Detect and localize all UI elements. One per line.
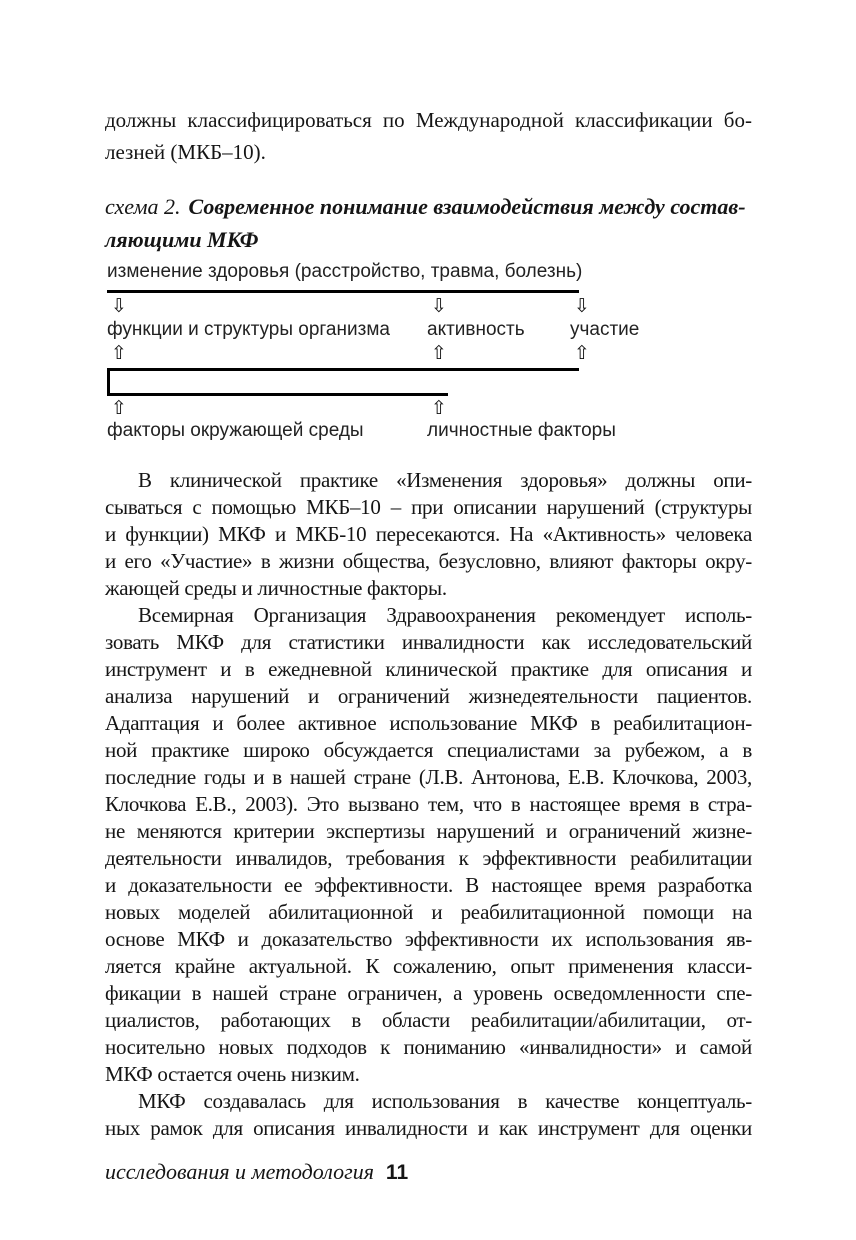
intro-paragraph [105,104,752,168]
body-line: основе МКФ и доказательство эффективности их использования яв- [105,927,752,951]
body-line: ной практике широко обсуждается специалистами за рубежом, а в [105,738,752,762]
up-arrow-icon: ⇧ [431,397,447,419]
body-line: фикации в нашей стране ограничен, а уровень осведомленности спе- [105,981,752,1005]
page-number: 11 [385,1161,409,1184]
body-line: ляется крайне актуальной. К сожалению, опыт применения класси- [105,954,752,978]
body-line: сываться с помощью МКБ–10 – при описании нарушений (структуры [105,495,752,519]
body-line: не меняются критерии экспертизы нарушений и ограничений жизне- [105,819,752,843]
up-arrow-icon: ⇧ [111,342,127,364]
schema-caption-line [105,190,765,223]
intro-line: должны классифицироваться по Международной классификации бо- [105,108,752,132]
diagram-box-bottom-line [107,393,448,396]
diagram-health-change-label: изменение здоровья (расстройство, травма, болезнь) [107,261,583,282]
body-line: жающей среды и личностные факторы. [105,576,447,600]
body-line: зовать МКФ для статистики инвалидности как исследовательский [105,630,752,654]
body-line: новых моделей абилитационной и реабилитационной помощи на [105,900,752,924]
body-line: Клочкова Е.В., 2003). Это вызвано тем, что в настоящее время в стра- [105,792,752,816]
page-footer [105,1158,752,1187]
body-line: В клинической практике «Изменения здоровья» должны опи- [138,468,752,492]
down-arrow-icon: ⇩ [574,295,590,317]
footer-section-title: исследования и методология [105,1159,374,1184]
intro-line: лезней (МКБ–10). [105,140,266,164]
diagram-top-rule [107,290,579,293]
diagram-box-top-line [107,368,579,371]
down-arrow-icon: ⇩ [431,295,447,317]
diagram-activity-label: активность [427,319,525,340]
body-line: циалистов, работающих в области реабилитации/абилитации, от- [105,1008,752,1032]
body-line: и доказательности ее эффективности. В настоящее время разработка [105,873,752,897]
body-line: Всемирная Организация Здравоохранения рекомендует исполь- [138,603,752,627]
diagram-box-left-line [107,368,110,396]
diagram-body-functions-label: функции и структуры организма [107,319,390,340]
body-line: носительно новых подходов к пониманию «инвалидности» и самой [105,1035,752,1059]
body-line: последние годы и в нашей стране (Л.В. Антонова, Е.В. Клочкова, 2003, [105,765,752,789]
up-arrow-icon: ⇧ [431,342,447,364]
down-arrow-icon: ⇩ [111,295,127,317]
body-text [105,467,752,1142]
body-line: Адаптация и более активное использование МКФ в реабилитацион- [105,711,752,735]
icf-diagram [105,261,640,446]
body-line: инструмент и в ежедневной клинической практике для описания и [105,657,752,681]
diagram-personal-factors-label: личностные факторы [427,420,616,441]
up-arrow-icon: ⇧ [574,342,590,364]
schema-caption-label: схема 2. [105,194,181,219]
schema-caption-title-cont: ляющими МКФ [105,227,259,252]
diagram-participation-label: участие [570,319,640,340]
body-line: и его «Участие» в жизни общества, безусловно, влияют факторы окру- [105,549,752,573]
up-arrow-icon: ⇧ [111,397,127,419]
schema-caption [105,190,765,256]
body-line: МКФ остается очень низким. [105,1062,360,1086]
body-line: ных рамок для описания инвалидности и как инструмент для оценки [105,1116,752,1140]
body-line: деятельности инвалидов, требования к эффективности реабилитации [105,846,752,870]
body-line: МКФ создавалась для использования в качестве концептуаль- [138,1089,752,1113]
schema-caption-title: Современное понимание взаимодействия между состав- [188,194,746,219]
body-line: анализа нарушений и ограничений жизнедеятельности пациентов. [105,684,752,708]
diagram-environmental-factors-label: факторы окружающей среды [107,420,364,441]
body-line: и функции) МКФ и МКБ-10 пересекаются. На «Активность» человека [105,522,752,546]
